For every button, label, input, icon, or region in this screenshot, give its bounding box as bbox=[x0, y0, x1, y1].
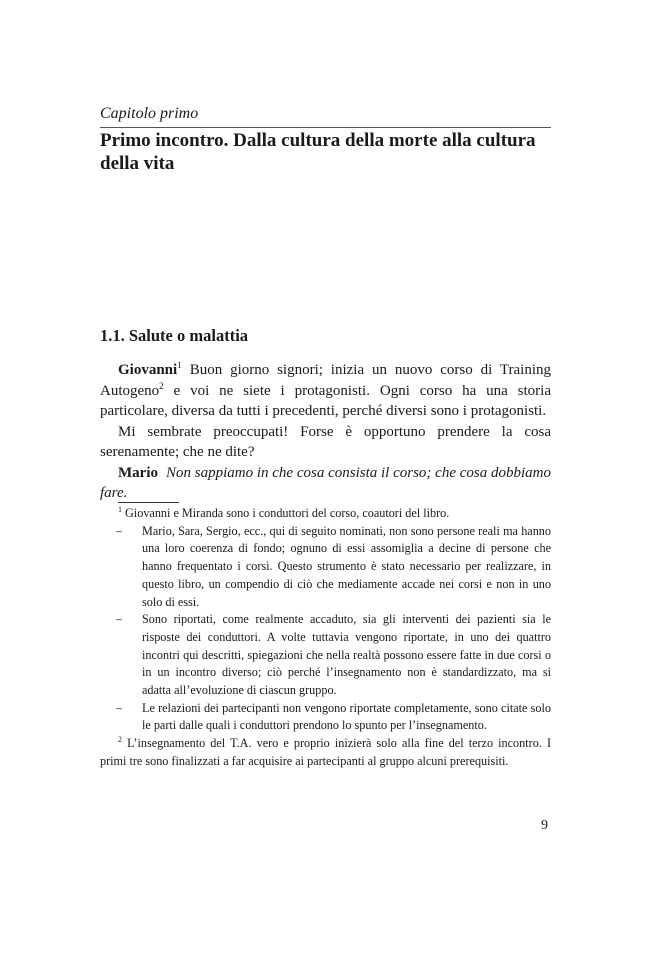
section-heading: 1.1. Salute o malattia bbox=[100, 326, 249, 345]
footnote-text: Giovanni e Miranda sono i conduttori del corso, coautori del libro. bbox=[122, 506, 450, 520]
footnote-1 bbox=[100, 505, 551, 523]
dash-bullet: – bbox=[116, 612, 123, 627]
paragraph-giovanni bbox=[100, 360, 551, 422]
footnotes bbox=[100, 505, 551, 771]
footnote-number: 2 bbox=[118, 735, 122, 745]
footnote-separator bbox=[118, 502, 179, 503]
chapter-title: Primo incontro. Dalla cultura della morte alla cultura della vita bbox=[100, 130, 536, 174]
footnote-list-item bbox=[100, 700, 551, 735]
paragraph-text: e voi ne siete i protagonisti. Ogni corso ha una storia particolare, diversa da tutti i precedenti, perché diversi sono i protagonisti. bbox=[100, 382, 551, 419]
speaker-giovanni: Giovanni bbox=[118, 362, 178, 378]
mario-speech: Non sappiamo in che cosa consista il corso; che cosa dobbiamo fare. bbox=[100, 464, 551, 501]
footnote-item-text: Mario, Sara, Sergio, ecc., qui di seguito nominati, non sono persone reali ma hanno una loro coerenza di fondo; ognuno di essi assomiglia a decine di persone che hanno frequentato i corsi. Questo strumento è stato necessario per realizzare, in questo libro, un compendio di ciò che mediamente accade nei corsi e non in uno solo di essi. bbox=[142, 523, 551, 609]
paragraph-text: Buon giorno signori; inizia un nuovo corso di Training Autogeno bbox=[100, 362, 551, 399]
chapter-label: Capitolo primo bbox=[100, 105, 199, 122]
dash-bullet: – bbox=[116, 700, 123, 715]
dash-bullet: – bbox=[116, 523, 123, 538]
footnote-item-text: Sono riportati, come realmente accaduto, sia gli interventi dei pazienti sia le risposte dei conduttori. A volte tuttavia vengono riportate, in uno dei quattro incontri qui descritti, spiegazioni che nella realtà possono essere fatte in due corsi o in un incontro diverso; ciò perché l’insegnamento non è standardizzato, ma si adatta all’evoluzione di ciascun gruppo. bbox=[142, 612, 551, 698]
page-number: 9 bbox=[541, 818, 548, 833]
footnote-ref-2[interactable]: 2 bbox=[159, 380, 164, 391]
speaker-mario: Mario bbox=[118, 464, 158, 481]
paragraph-mario bbox=[100, 463, 551, 504]
paragraph-continuation: Mi sembrate preoccupati! Forse è opportuno prendere la cosa serenamente; che ne dite? bbox=[100, 423, 551, 460]
body-text bbox=[100, 360, 551, 504]
footnote-2 bbox=[100, 735, 551, 770]
footnote-number: 1 bbox=[118, 505, 122, 514]
footnote-text: L’insegnamento del T.A. vero e proprio inizierà solo alla fine del terzo incontro. I primi tre sono finalizzati a far acquisire ai partecipanti al gruppo alcuni prerequisiti. bbox=[100, 736, 551, 768]
footnote-list-item bbox=[100, 523, 551, 612]
chapter-rule bbox=[100, 127, 551, 128]
footnote-ref-1[interactable]: 1 bbox=[177, 360, 182, 370]
footnote-list-item bbox=[100, 611, 551, 700]
footnote-item-text: Le relazioni dei partecipanti non vengono riportate completamente, sono citate solo le parti dalle quali i conduttori prendono lo spunto per l’insegnamento. bbox=[142, 700, 551, 733]
